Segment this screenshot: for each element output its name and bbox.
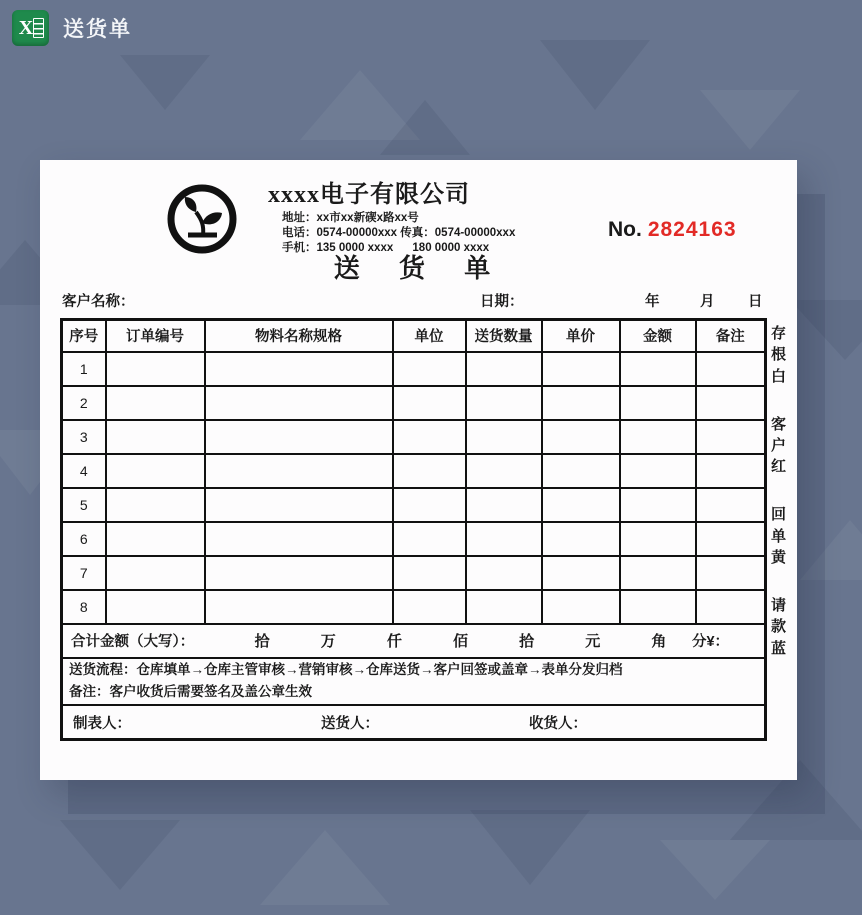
no-value: 2824163 [647, 218, 737, 241]
unit-shi-wan: 拾 [254, 633, 270, 650]
cell-material[interactable] [205, 352, 393, 386]
background-triangle [800, 520, 862, 580]
unit-yuan: 元 [585, 633, 601, 650]
cell-amount[interactable] [620, 454, 696, 488]
row-number: 3 [62, 420, 106, 454]
unit-jiao: 角 [651, 633, 667, 650]
company-logo-sprout-icon [162, 182, 242, 256]
delivery-note-page [40, 160, 797, 780]
background-triangle [120, 55, 210, 110]
window-title: 送货单 [63, 18, 132, 41]
document-title: 送 货 单 [333, 253, 507, 283]
cell-unit[interactable] [393, 522, 466, 556]
cell-remark[interactable] [696, 386, 766, 420]
document-number [608, 218, 737, 242]
company-address: 地址：xx市xx新碶x路xx号 [282, 212, 419, 224]
month-label: 月 [700, 294, 715, 310]
cell-amount[interactable] [620, 556, 696, 590]
cell-unit[interactable] [393, 488, 466, 522]
col-header-remark: 备注 [696, 320, 766, 352]
cell-price[interactable] [542, 488, 620, 522]
cell-order-no[interactable] [106, 488, 205, 522]
cell-order-no[interactable] [106, 556, 205, 590]
company-phone-fax: 电话：0574-00000xxx 传真：0574-00000xxx [282, 226, 516, 239]
unit-bai: 佰 [452, 633, 468, 650]
col-header-order-no: 订单编号 [106, 320, 205, 352]
unit-shi: 拾 [519, 633, 535, 650]
unit-fen-yen-label: 分¥： [691, 634, 730, 650]
cell-price[interactable] [542, 454, 620, 488]
table-header-row [62, 320, 766, 352]
table-row [62, 488, 766, 522]
titlebar [12, 10, 132, 46]
cell-price[interactable] [542, 352, 620, 386]
cell-material[interactable] [205, 454, 393, 488]
table-row [62, 420, 766, 454]
cell-order-no[interactable] [106, 386, 205, 420]
company-info [268, 174, 608, 256]
cell-order-no[interactable] [106, 454, 205, 488]
stub-white-label: 存根白 [770, 325, 786, 385]
cell-material[interactable] [205, 420, 393, 454]
row-number: 4 [62, 454, 106, 488]
cell-order-no[interactable] [106, 522, 205, 556]
cell-unit[interactable] [393, 352, 466, 386]
background-triangle [540, 40, 650, 110]
cell-qty[interactable] [466, 352, 542, 386]
cell-material[interactable] [205, 590, 393, 624]
deliverer-label[interactable]: 送货人： [321, 715, 379, 732]
cell-material[interactable] [205, 522, 393, 556]
cell-remark[interactable] [696, 352, 766, 386]
background-triangle [660, 840, 770, 900]
row-number: 2 [62, 386, 106, 420]
cell-amount[interactable] [620, 590, 696, 624]
receiver-label[interactable]: 收货人： [529, 715, 587, 732]
table-row [62, 386, 766, 420]
cell-price[interactable] [542, 522, 620, 556]
background-triangle [380, 100, 470, 155]
cell-remark[interactable] [696, 522, 766, 556]
receipt-yellow-label: 回单黄 [770, 506, 786, 566]
cell-amount[interactable] [620, 420, 696, 454]
signature-row [62, 705, 766, 739]
col-header-price: 单价 [542, 320, 620, 352]
cell-price[interactable] [542, 420, 620, 454]
company-name: xxxx电子有限公司 [268, 182, 470, 208]
cell-remark[interactable] [696, 590, 766, 624]
background-triangle [260, 830, 390, 905]
background-triangle [60, 820, 180, 890]
row-number: 5 [62, 488, 106, 522]
cell-price[interactable] [542, 590, 620, 624]
total-amount-label: 合计金额（大写）： [71, 634, 195, 650]
maker-label[interactable]: 制表人： [73, 715, 131, 732]
cell-remark[interactable] [696, 420, 766, 454]
no-label: No. [608, 218, 642, 241]
row-number: 6 [62, 522, 106, 556]
cell-qty[interactable] [466, 420, 542, 454]
payment-blue-label: 请款蓝 [770, 597, 786, 657]
cell-order-no[interactable] [106, 590, 205, 624]
cell-price[interactable] [542, 556, 620, 590]
cell-material[interactable] [205, 556, 393, 590]
excel-app-icon: X [12, 10, 49, 46]
cell-unit[interactable] [393, 556, 466, 590]
row-number: 7 [62, 556, 106, 590]
table-row [62, 352, 766, 386]
date-field[interactable] [530, 290, 640, 312]
background-triangle [790, 300, 862, 360]
col-header-unit: 单位 [393, 320, 466, 352]
cell-amount[interactable] [620, 522, 696, 556]
cell-qty[interactable] [466, 488, 542, 522]
cell-amount[interactable] [620, 352, 696, 386]
delivery-items-table [60, 318, 767, 741]
customer-name-label: 客户名称： [62, 294, 135, 310]
cell-amount[interactable] [620, 488, 696, 522]
cell-unit[interactable] [393, 386, 466, 420]
cell-remark[interactable] [696, 556, 766, 590]
row-number: 8 [62, 590, 106, 624]
customer-red-label: 客户红 [770, 415, 786, 476]
col-header-material: 物料名称规格 [205, 320, 393, 352]
col-header-amount: 金额 [620, 320, 696, 352]
company-mobile: 手机：135 0000 xxxx 180 0000 xxxx [282, 241, 490, 254]
cell-qty[interactable] [466, 454, 542, 488]
process-note-row [62, 658, 766, 706]
cell-unit[interactable] [393, 454, 466, 488]
background-triangle [470, 810, 590, 885]
delivery-process-text: 送货流程：仓库填单→仓库主管审核→营销审核→仓库送货→客户回签或盖章→表单分发归档 [69, 661, 623, 677]
cell-unit[interactable] [393, 420, 466, 454]
remark-text: 备注：客户收货后需要签名及盖公章生效 [69, 684, 312, 700]
table-row [62, 556, 766, 590]
date-label: 日期： [480, 294, 524, 310]
cell-unit[interactable] [393, 590, 466, 624]
total-amount-row [62, 624, 766, 658]
table-row [62, 522, 766, 556]
cell-order-no[interactable] [106, 352, 205, 386]
customer-name-field[interactable] [150, 290, 450, 312]
copy-color-labels [770, 323, 787, 659]
cell-material[interactable] [205, 386, 393, 420]
cell-remark[interactable] [696, 488, 766, 522]
cell-order-no[interactable] [106, 420, 205, 454]
spreadsheet-glyph [33, 18, 44, 38]
year-label: 年 [645, 294, 660, 310]
day-label: 日 [748, 294, 763, 310]
customer-date-row [60, 290, 764, 316]
cell-material[interactable] [205, 488, 393, 522]
cell-qty[interactable] [466, 556, 542, 590]
cell-qty[interactable] [466, 386, 542, 420]
col-header-seq: 序号 [62, 320, 106, 352]
cell-qty[interactable] [466, 522, 542, 556]
background-triangle [700, 90, 800, 150]
col-header-qty: 送货数量 [466, 320, 542, 352]
table-row [62, 454, 766, 488]
cell-price[interactable] [542, 386, 620, 420]
table-row [62, 590, 766, 624]
row-number: 1 [62, 352, 106, 386]
cell-remark[interactable] [696, 454, 766, 488]
cell-amount[interactable] [620, 386, 696, 420]
unit-wan: 万 [320, 633, 336, 650]
cell-qty[interactable] [466, 590, 542, 624]
unit-qian: 仟 [386, 633, 402, 650]
